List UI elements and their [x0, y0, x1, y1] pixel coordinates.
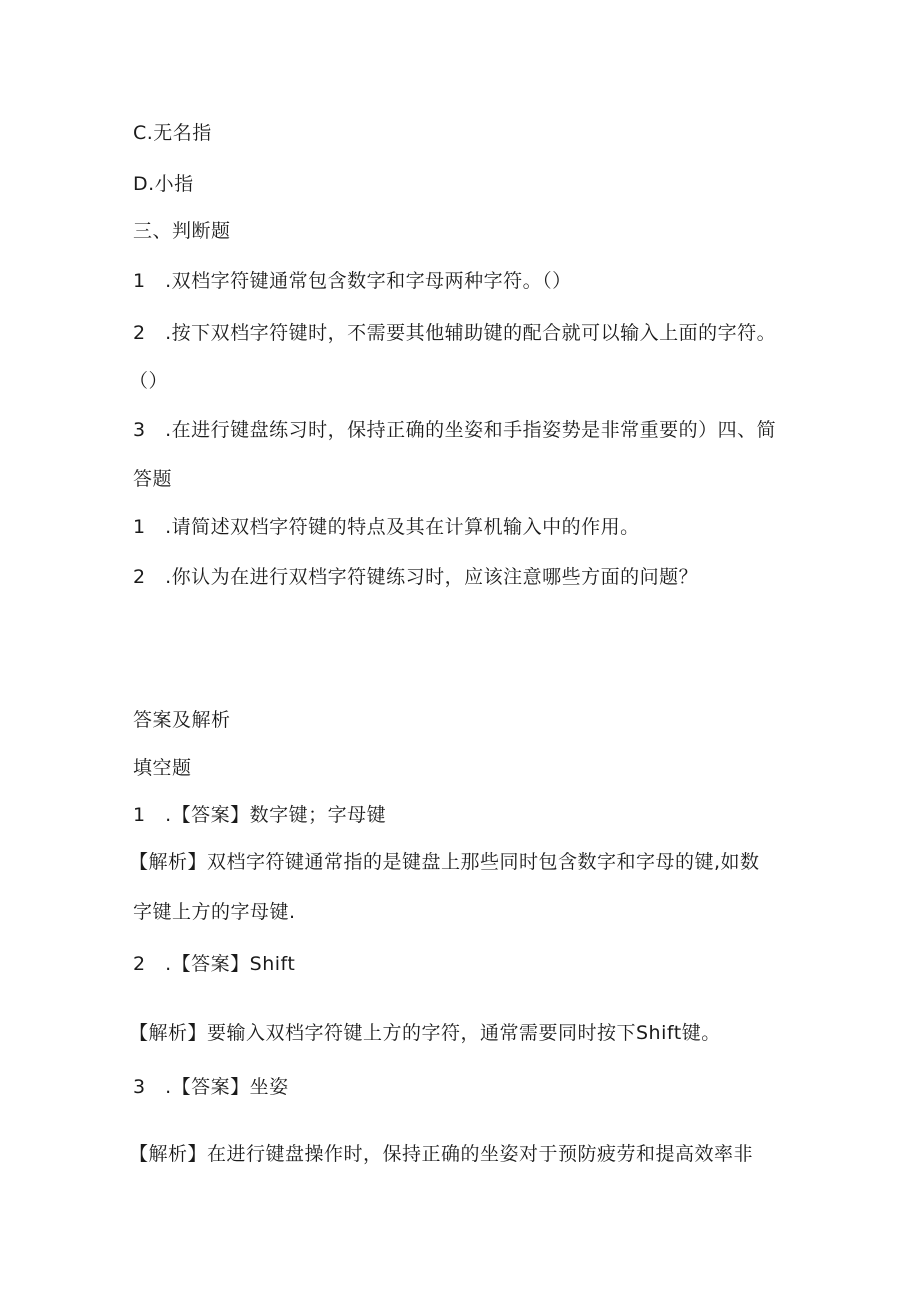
option-c: C.无名指 [133, 122, 212, 144]
answer-3: 3 .【答案】坐姿 [133, 1076, 289, 1098]
explanation-1-line1: 【解析】双档字符键通常指的是键盘上那些同时包含数字和字母的键,如数 [129, 851, 760, 873]
option-d: D.小指 [133, 173, 194, 195]
judge-item-1: 1 .双档字符键通常包含数字和字母两种字符。（） [133, 270, 572, 292]
answers-heading: 答案及解析 [133, 709, 231, 731]
judge-item-2-bracket: （） [129, 370, 169, 392]
answer-2: 2 .【答案】Shift [133, 953, 296, 975]
short-item-1: 1 .请简述双档字符键的特点及其在计算机输入中的作用。 [133, 516, 640, 538]
judge-item-3: 3 .在进行键盘练习时，保持正确的坐姿和手指姿势是非常重要的）四、简 [133, 419, 777, 441]
answers-subheading: 填空题 [133, 757, 192, 779]
short-item-2: 2 .你认为在进行双档字符键练习时，应该注意哪些方面的问题？ [133, 566, 699, 588]
answer-1: 1 .【答案】数字键；字母键 [133, 804, 387, 826]
explanation-2: 【解析】要输入双档字符键上方的字符，通常需要同时按下Shift键。 [129, 1022, 721, 1044]
short-answer-heading-cont: 答题 [133, 468, 173, 490]
judge-item-2: 2 .按下双档字符键时，不需要其他辅助键的配合就可以输入上面的字符。 [133, 322, 777, 344]
judge-heading: 三、判断题 [133, 220, 231, 242]
explanation-1-line2: 字键上方的字母键. [133, 901, 296, 923]
explanation-3: 【解析】在进行键盘操作时，保持正确的坐姿对于预防疲劳和提高效率非 [129, 1143, 754, 1165]
